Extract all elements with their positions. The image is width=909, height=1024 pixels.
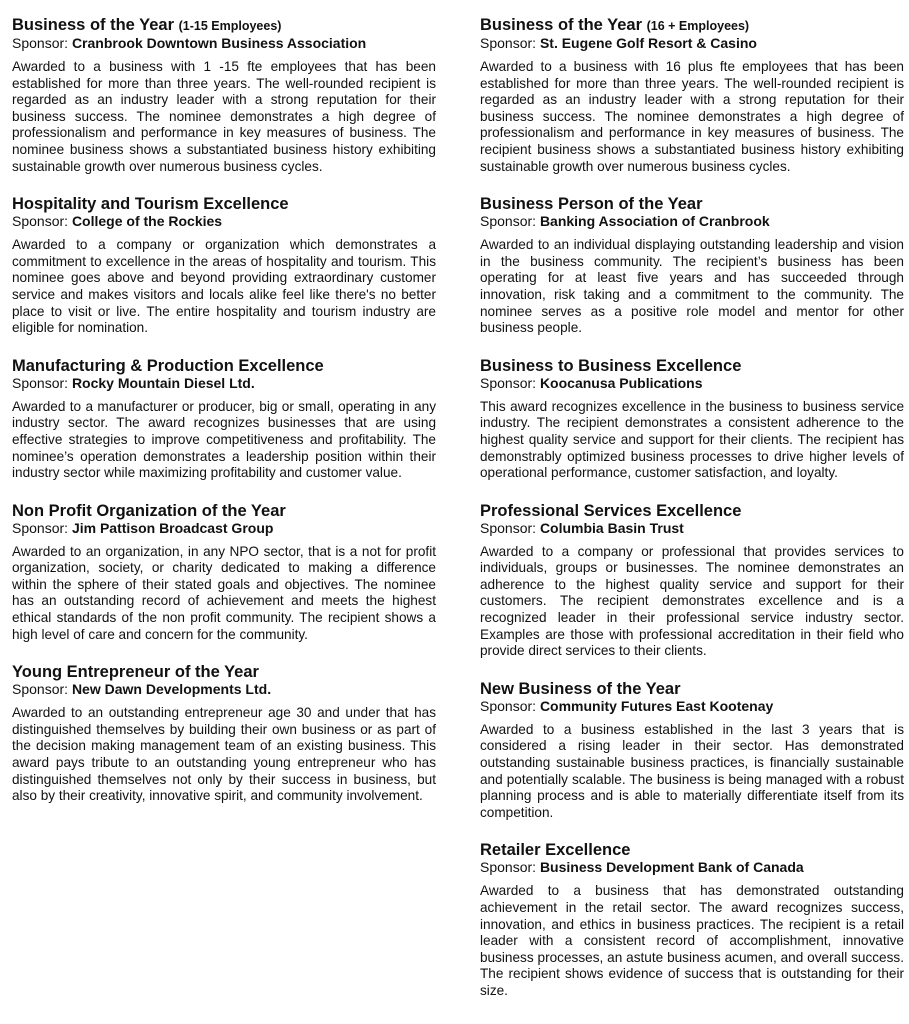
award-block: [480, 841, 904, 999]
award-title: [480, 841, 904, 859]
sponsor-name: Koocanusa Publications: [539, 374, 703, 391]
award-title: [480, 357, 904, 375]
award-subtitle: (16 + Employees): [646, 19, 750, 33]
award-description: Awarded to a business established in the last 3 years that is considered a rising leader in their sector. Has demonstrated outstanding sustainable business practices, is financially sustainable and potentially scalable. The business is being managed with a robust planning process and is able to materially differentiate itself from its competition.: [480, 721, 904, 820]
award-title-text: Business Person of the Year: [480, 195, 703, 214]
award-title: [12, 195, 436, 213]
right-column: [480, 16, 904, 1020]
award-title: [12, 357, 436, 375]
award-description: Awarded to an outstanding entrepreneur age 30 and under that has distinguished themselves by building their own business or as part of the decision making management team of an existing business. This award pays tribute to an outstanding young entrepreneur who has distinguished themselves not only by their success in business, but also by their creativity, innovative spirit, and community involvement.: [12, 705, 436, 804]
award-description: Awarded to a business with 1 -15 fte employees that has been established for more than three years. The well-rounded recipient is regarded as an industry leader with a strong reputation for their business success. The nominee demonstrates a high degree of professionalism and performance in key measures of business. The nominee business shows a substantiated business history exhibiting sustainable growth over numerous business cycles.: [12, 59, 436, 174]
award-description: Awarded to an organization, in any NPO sector, that is a not for profit organization, society, or charity dedicated to making a difference within the sphere of their stated goals and objectives. The nominee has an outstanding record of achievement and meets the highest ethical standards of the non profit community. The recipient shows a high level of care and concern for the community.: [12, 543, 436, 642]
award-title: [12, 502, 436, 520]
sponsor-line: [12, 681, 436, 698]
sponsor-line: [12, 213, 436, 230]
award-title-text: Young Entrepreneur of the Year: [12, 663, 259, 682]
sponsor-line: [480, 375, 904, 392]
sponsor-line: [12, 375, 436, 392]
sponsor-name: Banking Association of Cranbrook: [539, 213, 770, 230]
award-title: [480, 16, 904, 35]
award-block: [12, 195, 436, 337]
sponsor-label: Sponsor:: [12, 374, 69, 391]
award-block: [12, 357, 436, 482]
award-description: Awarded to a business with 16 plus fte employees that has been established for more than three years. The well-rounded recipient is regarded as an industry leader with a strong reputation for their business success. The nominee demonstrates a high degree of professionalism and performance in key measures of business. The recipient business shows a substantiated business history exhibiting sustainable growth over numerous business cycles.: [480, 59, 904, 174]
award-description: Awarded to a business that has demonstrated outstanding achievement in the retail sector. The award recognizes success, innovation, and ethics in business practices. The recipient is a retail leader with a consistent record of accomplishment, innovative business processes, an astute business acumen, and overall success. The recipient shows evidence of success that is outstanding for their size.: [480, 883, 904, 998]
award-title-text: Professional Services Excellence: [480, 501, 742, 520]
sponsor-name: College of the Rockies: [71, 213, 223, 230]
award-description: Awarded to an individual displaying outstanding leadership and vision in the business community. The recipient’s business has been operating for at least five years and has succeeded through innovation, risk taking and a commitment to the community. The nominee serves as a positive role model and mentor for other business people.: [480, 237, 904, 336]
sponsor-line: [480, 520, 904, 537]
sponsor-label: Sponsor:: [480, 519, 537, 536]
left-column: [12, 16, 436, 825]
sponsor-line: [480, 698, 904, 715]
sponsor-label: Sponsor:: [12, 35, 69, 51]
award-title: [12, 663, 436, 681]
award-block: [12, 16, 436, 175]
sponsor-line: [12, 520, 436, 537]
sponsor-label: Sponsor:: [480, 213, 537, 230]
sponsor-name: Jim Pattison Broadcast Group: [71, 519, 274, 536]
award-block: [480, 16, 904, 175]
award-block: [480, 195, 904, 337]
sponsor-name: St. Eugene Golf Resort & Casino: [539, 35, 757, 51]
award-block: [12, 502, 436, 644]
award-title-text: New Business of the Year: [480, 679, 681, 698]
sponsor-name: Business Development Bank of Canada: [539, 859, 804, 876]
sponsor-line: [480, 213, 904, 230]
sponsor-name: New Dawn Developments Ltd.: [71, 681, 272, 698]
award-title-text: Business of the Year: [480, 16, 643, 34]
award-title: [12, 16, 436, 35]
sponsor-name: Columbia Basin Trust: [539, 519, 684, 536]
sponsor-label: Sponsor:: [480, 859, 537, 876]
sponsor-name: Community Futures East Kootenay: [539, 697, 774, 714]
award-title-text: Hospitality and Tourism Excellence: [12, 195, 289, 214]
award-description: Awarded to a manufacturer or producer, big or small, operating in any industry sector. The award recognizes businesses that are using effective strategies to improve competitiveness and profitability. The nominee’s operation demonstrates a leadership position within their industry sector while maximizing profitability and customer value.: [12, 398, 436, 481]
award-description: Awarded to a company or professional that provides services to individuals, groups or businesses. The nominee demonstrates an adherence to the highest quality service and support for their customers. The recipient demonstrates excellence and is a recognized leader in their professional service industry sector. Examples are those with professional accreditation in their field who provide direct services to their clients.: [480, 543, 904, 659]
award-title: [480, 680, 904, 698]
award-description: This award recognizes excellence in the business to business service industry. The recipient demonstrates a consistent adherence to the highest quality service and support for their clients. The recipient has demonstrably optimized business processes to drive higher levels of operational performance, customer satisfaction, and loyalty.: [480, 398, 904, 481]
award-block: [12, 663, 436, 805]
award-title-text: Business of the Year: [12, 16, 175, 34]
award-title-text: Business to Business Excellence: [480, 356, 742, 375]
award-title: [480, 502, 904, 520]
sponsor-name: Cranbrook Downtown Business Association: [71, 35, 367, 51]
sponsor-label: Sponsor:: [480, 697, 537, 714]
award-block: [480, 502, 904, 660]
sponsor-label: Sponsor:: [12, 681, 69, 698]
sponsor-label: Sponsor:: [480, 35, 537, 51]
sponsor-line: [480, 35, 904, 52]
award-title-text: Manufacturing & Production Excellence: [12, 356, 324, 375]
sponsor-label: Sponsor:: [480, 374, 537, 391]
award-block: [480, 680, 904, 822]
award-description: Awarded to a company or organization which demonstrates a commitment to excellence in the areas of hospitality and tourism. This nominee goes above and beyond providing extraordinary customer service and makes visitors and locals alike feel like there's no better place to visit or live. The entire hospitality and tourism industry are eligible for nomination.: [12, 237, 436, 336]
award-title: [480, 195, 904, 213]
sponsor-line: [12, 35, 436, 52]
award-title-text: Non Profit Organization of the Year: [12, 501, 286, 520]
award-block: [480, 357, 904, 482]
award-title-text: Retailer Excellence: [480, 841, 631, 860]
sponsor-name: Rocky Mountain Diesel Ltd.: [71, 374, 255, 391]
sponsor-label: Sponsor:: [12, 519, 69, 536]
award-subtitle: (1-15 Employees): [178, 19, 282, 33]
sponsor-line: [480, 859, 904, 876]
sponsor-label: Sponsor:: [12, 213, 69, 230]
